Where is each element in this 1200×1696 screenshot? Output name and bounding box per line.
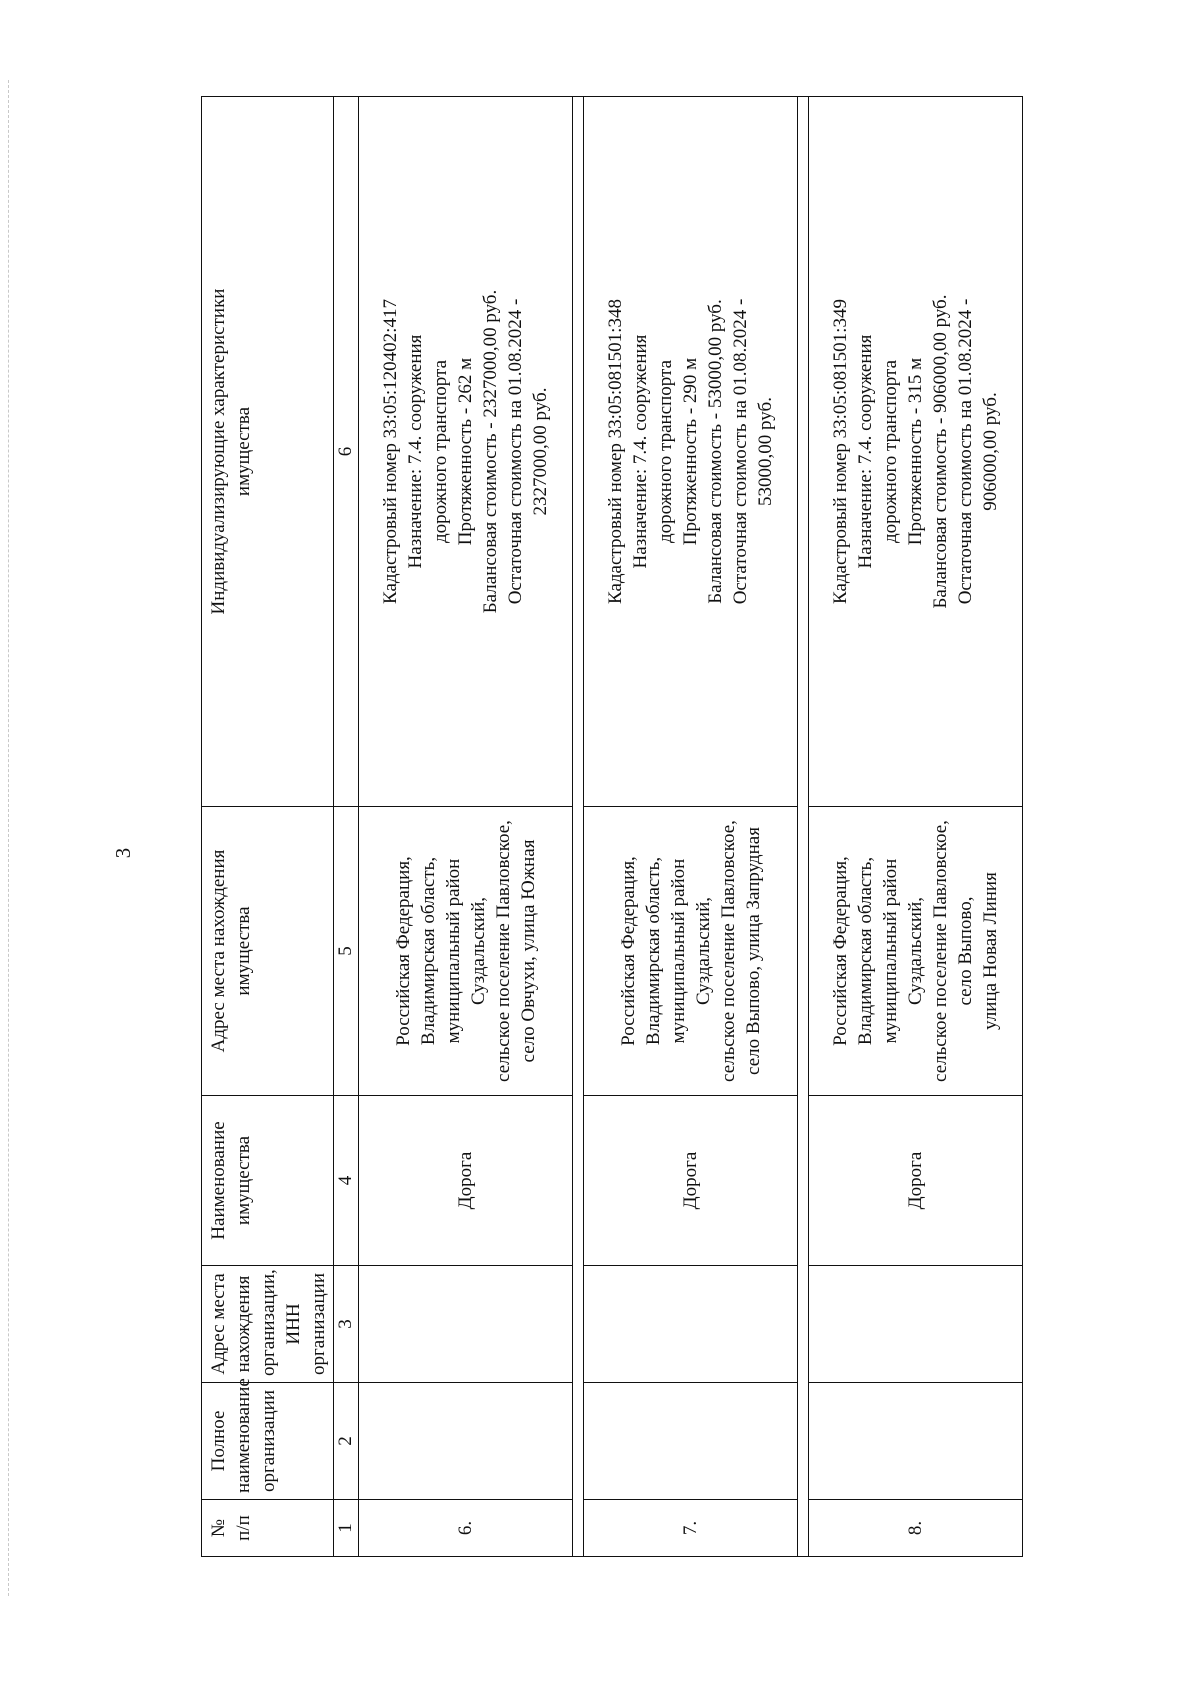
row-property-address: Российская Федерация, Владимирская область, муниципальный район Суздальский, сельское поселение Павловское, село Выпово, улица Запрудная	[584, 807, 798, 1096]
table-header-row	[202, 97, 334, 1557]
row-property-name: Дорога	[359, 1096, 573, 1266]
header-property-name: Наименование имущества	[202, 1096, 334, 1266]
row-org-name	[584, 1383, 798, 1500]
row-number: 8.	[809, 1500, 1023, 1557]
row-property-address: Российская Федерация, Владимирская область, муниципальный район Суздальский, сельское поселение Павловское, село Овчухи, улица Южная	[359, 807, 573, 1096]
row-org-name	[809, 1383, 1023, 1500]
row-number: 6.	[359, 1500, 573, 1557]
header-org-address: Адрес места нахождения организации, ИНН организации	[202, 1266, 334, 1383]
scan-margin-marks	[8, 80, 9, 1596]
table-row	[809, 97, 1023, 1557]
header-characteristics: Индивидуализирующие характеристики имущества	[202, 97, 334, 807]
column-number: 3	[334, 1266, 359, 1383]
column-number: 4	[334, 1096, 359, 1266]
table-row	[359, 97, 573, 1557]
header-number: № п/п	[202, 1500, 334, 1557]
row-org-address	[359, 1266, 573, 1383]
page-number: 3	[111, 847, 135, 859]
row-characteristics: Кадастровый номер 33:05:081501:349 Назначение: 7.4. сооружения дорожного транспорта Протяженность - 315 м Балансовая стоимость - 906000,00 руб. Остаточная стоимость на 01.08.2024 - 906000,00 руб.	[809, 97, 1023, 807]
row-characteristics: Кадастровый номер 33:05:081501:348 Назначение: 7.4. сооружения дорожного транспорта Протяженность - 290 м Балансовая стоимость - 53000,00 руб. Остаточная стоимость на 01.08.2024 - 53000,00 руб.	[584, 97, 798, 807]
rotated-table-container	[201, 97, 1200, 1557]
header-org-name: Полное наименование организации	[202, 1383, 334, 1500]
row-property-address: Российская Федерация, Владимирская область, муниципальный район Суздальский, сельское поселение Павловское, село Выпово, улица Новая Линия	[809, 807, 1023, 1096]
row-org-address	[809, 1266, 1023, 1383]
row-separator	[573, 97, 584, 1557]
row-number: 7.	[584, 1500, 798, 1557]
column-number: 5	[334, 807, 359, 1096]
row-characteristics: Кадастровый номер 33:05:120402:417 Назначение: 7.4. сооружения дорожного транспорта Протяженность - 262 м Балансовая стоимость - 2327000,00 руб. Остаточная стоимость на 01.08.2024 - 2327000,00 руб.	[359, 97, 573, 807]
column-number: 1	[334, 1500, 359, 1557]
row-org-name	[359, 1383, 573, 1500]
row-org-address	[584, 1266, 798, 1383]
property-registry-table	[201, 96, 1023, 1557]
row-property-name: Дорога	[809, 1096, 1023, 1266]
column-number: 2	[334, 1383, 359, 1500]
column-number: 6	[334, 97, 359, 807]
row-separator	[798, 97, 809, 1557]
column-numbers-row	[334, 97, 359, 1557]
row-property-name: Дорога	[584, 1096, 798, 1266]
table-row	[584, 97, 798, 1557]
header-property-address: Адрес места нахождения имущества	[202, 807, 334, 1096]
